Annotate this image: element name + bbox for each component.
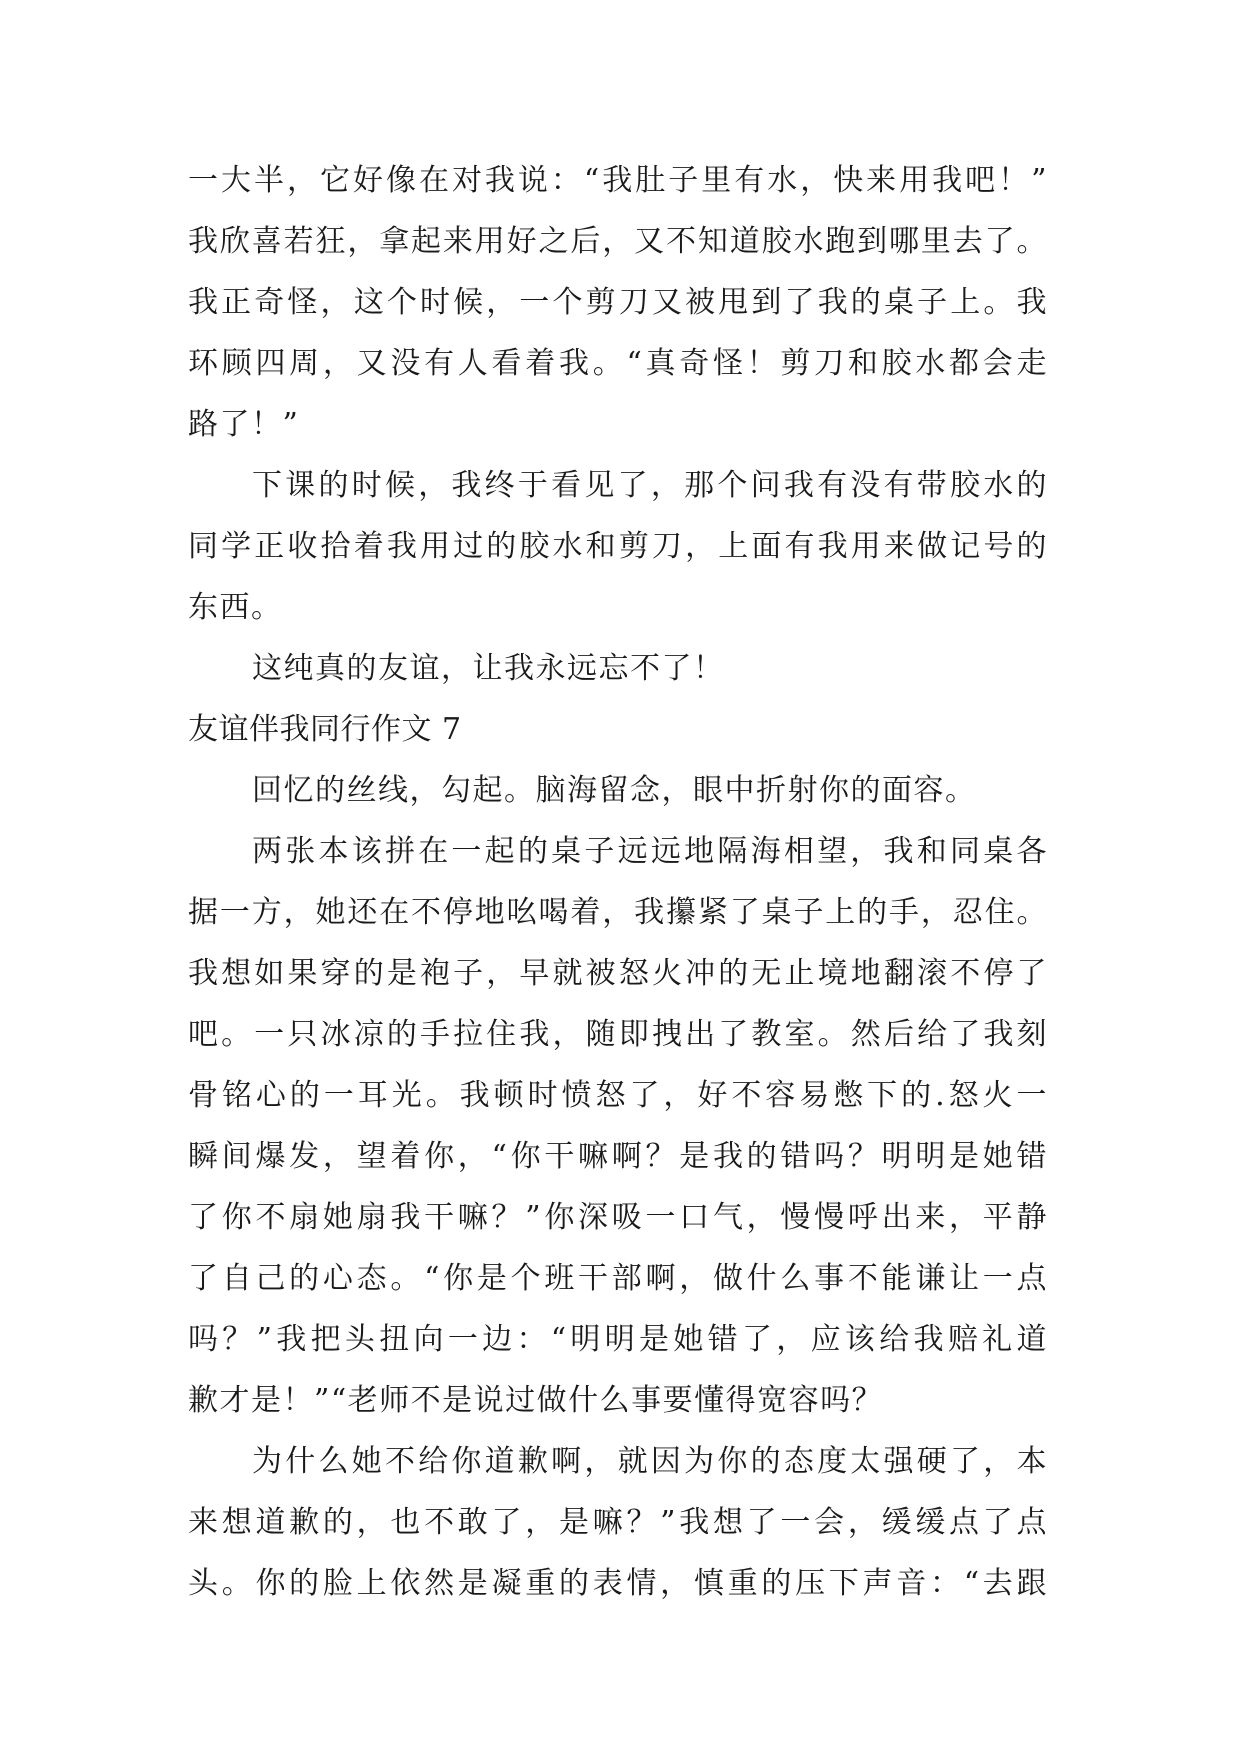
paragraph-line: 这纯真的友谊，让我永远忘不了！ (252, 651, 725, 686)
paragraph-line: 据一方，她还在不停地吆喝着，我攥紧了桌子上的手，忍住。 (188, 895, 1048, 930)
paragraph-line: 我正奇怪，这个时候，一个剪刀又被甩到了我的桌子上。我 (188, 285, 1048, 320)
paragraph-line: 为什么她不给你道歉啊，就因为你的态度太强硬了，本 (252, 1444, 1048, 1479)
paragraph-line: 头。你的脸上依然是凝重的表情，慎重的压下声音：“去跟 (188, 1566, 1048, 1601)
paragraph-line: 同学正收拾着我用过的胶水和剪刀，上面有我用来做记号的 (188, 529, 1048, 564)
section-heading: 友谊伴我同行作文 7 (188, 712, 462, 747)
paragraph-line: 了你不扇她扇我干嘛？”你深吸一口气，慢慢呼出来，平静 (188, 1200, 1048, 1235)
paragraph-line: 下课的时候，我终于看见了，那个问我有没有带胶水的 (252, 468, 1048, 503)
paragraph-line: 瞬间爆发，望着你，“你干嘛啊？是我的错吗？明明是她错 (188, 1139, 1048, 1174)
paragraph-line: 我想如果穿的是袍子，早就被怒火冲的无止境地翻滚不停了 (188, 956, 1048, 991)
paragraph-line: 骨铭心的一耳光。我顿时愤怒了，好不容易憋下的.怒火一 (188, 1078, 1048, 1113)
paragraph-line: 两张本该拼在一起的桌子远远地隔海相望，我和同桌各 (252, 834, 1048, 869)
paragraph-line: 了自己的心态。“你是个班干部啊，做什么事不能谦让一点 (188, 1261, 1048, 1296)
paragraph-line: 东西。 (188, 590, 283, 625)
paragraph-line: 歉才是！”“老师不是说过做什么事要懂得宽容吗？ (188, 1383, 884, 1418)
paragraph-line: 来想道歉的，也不敢了，是嘛？”我想了一会，缓缓点了点 (188, 1505, 1048, 1540)
document-body (188, 150, 1048, 1614)
paragraph-line: 一大半，它好像在对我说：“我肚子里有水，快来用我吧！” (188, 163, 1048, 198)
paragraph-line: 吧。一只冰凉的手拉住我，随即拽出了教室。然后给了我刻 (188, 1017, 1048, 1052)
paragraph-line: 我欣喜若狂，拿起来用好之后，又不知道胶水跑到哪里去了。 (188, 224, 1048, 259)
paragraph-line: 回忆的丝线，勾起。脑海留念，眼中折射你的面容。 (252, 773, 977, 808)
paragraph-line: 路了！” (188, 407, 300, 442)
paragraph-line: 吗？”我把头扭向一边：“明明是她错了，应该给我赔礼道 (188, 1322, 1048, 1357)
paragraph-line: 环顾四周，又没有人看着我。“真奇怪！剪刀和胶水都会走 (188, 346, 1048, 381)
